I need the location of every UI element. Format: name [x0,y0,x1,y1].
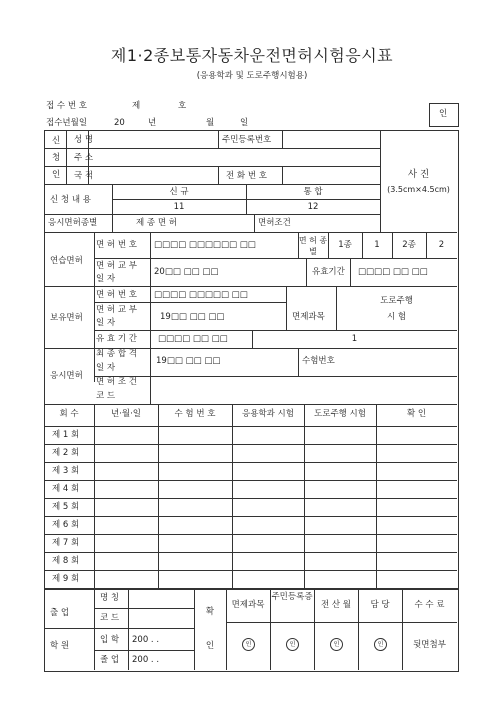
fee-note: 뒷면첨부 [413,640,446,650]
attempt-row-line [44,534,457,535]
academy-label-1: 출 업 [50,608,70,618]
pass-date-label-2: 일 자 [96,363,116,373]
conditions-label: 면허조건 [258,218,291,228]
academy-confirm-1: 확 [205,607,215,617]
learner-license-kind-label: 면 허 종 별 [298,236,328,256]
learner-license-no-label: 면 허 번 호 [96,240,137,250]
license-type-value: 제 종 면 허 [136,218,177,228]
academy-finish-value: 200 . . [132,655,160,665]
road-test-num: 1 [351,334,358,344]
held-issue-value: 19□□ □□ □□ [160,312,225,322]
photo-label: 사 진 [407,169,430,180]
road-test-label-1: 도로주행 [380,296,413,306]
attempts-header-road: 도로주행 시험 [314,409,366,419]
page-title: 제1·2종보통자동차운전면허시험응시표 [110,46,394,65]
applicant-group-3: 인 [52,170,61,180]
academy-enter-value: 200 . . [132,635,160,645]
page-subtitle: (응용학과 및 도로주행시험용) [196,71,308,81]
attempt-row-label: 제 4 회 [52,484,80,494]
attempt-row-line [44,480,457,481]
seal-mark-exempt: 인 [242,638,255,651]
learner-issue-label-1: 면 허 교 부 [96,261,137,271]
exam-no-label: 수험번호 [302,356,335,366]
integrated-label: 통 합 [303,187,323,197]
academy-label-2: 학 원 [50,641,70,651]
seal-label: 인 [439,109,448,119]
held-license-no-value: □□□□ □□□□□ □□ [154,290,248,300]
seal-mark-computer: 인 [330,638,343,651]
attempts-header-exam-no: 수 험 번 호 [174,409,216,419]
held-valid-label: 유 효 기 간 [96,334,137,344]
learner-kind1: 1종 [338,240,352,250]
address-label: 주 소 [74,153,94,163]
learner-kind1-num: 1 [374,240,380,250]
attempts-header-date: 년·월·일 [110,409,142,419]
receipt-date-il: 일 [240,118,249,128]
phone-label: 전 화 번 호 [226,171,267,181]
learner-kind2-num: 2 [438,240,445,250]
attempt-row-label: 제 1 회 [52,430,80,440]
attempt-row-line [44,462,457,463]
attempt-row-line [44,498,457,499]
attempt-row-line [44,570,457,571]
attempts-header-count: 회 수 [59,409,79,419]
exam-label: 응시면허 [50,371,83,381]
attempt-row-line [44,552,457,553]
receipt-no-label: 접 수 번 호 [46,101,87,111]
receipt-date-wol: 월 [206,118,215,128]
academy-col-staff: 담 당 [370,600,390,610]
academy-code-label: 코 드 [100,613,120,623]
new-number: 11 [173,202,185,212]
content-label: 신 청 내 용 [50,195,91,205]
receipt-date-label: 접수년월일 [46,118,88,128]
new-label: 신 규 [169,187,189,197]
pass-date-value: 19□□ □□ □□ [156,356,221,366]
academy-name-label: 명 칭 [100,593,120,603]
name-label: 성 명 [74,135,94,145]
applicant-group-2: 청 [52,153,61,163]
attempt-row-label: 제 6 회 [52,520,80,530]
academy-finish-label: 졸 업 [100,655,120,665]
academy-col-computer: 전 산 월 [320,600,352,610]
held-issue-label-1: 면 허 교 부 [96,305,137,315]
receipt-date-year: 20 [114,118,125,128]
photo-size: (3.5cm×4.5cm) [387,185,450,194]
learner-valid-label: 유효기간 [312,267,345,277]
learner-kind2: 2종 [402,240,416,250]
academy-col-resident: 주민등록증 [271,592,313,602]
held-exempt-label: 면제과목 [292,312,325,322]
attempt-row-label: 제 2 회 [52,448,80,458]
cond-code-label-1: 면 허 조 건 [96,377,137,387]
integrated-number: 12 [307,202,319,212]
attempt-row-label: 제 9 회 [52,574,80,584]
attempt-row-label: 제 3 회 [52,466,80,476]
learner-issue-label-2: 일 자 [96,274,116,284]
pass-date-label-1: 최 종 합 격 [96,349,137,359]
receipt-date-nyeon: 년 [148,118,157,128]
seal-mark-resident: 인 [286,638,299,651]
attempts-header-confirm: 확 인 [406,409,427,419]
held-license-no-label: 면 허 번 호 [96,290,137,300]
academy-col-exempt: 면제과목 [231,600,265,610]
seal-mark-staff: 인 [374,638,387,651]
academy-col-fee: 수 수 료 [414,600,445,610]
learner-issue-value: 20□□ □□ □□ [154,267,219,277]
attempt-row-line [44,444,457,445]
held-label: 보유면허 [50,313,83,323]
learner-label: 연습면허 [50,256,83,266]
license-type-label: 응시면허종별 [48,218,98,228]
receipt-no-ho: 호 [178,101,187,111]
road-test-label-2: 시 험 [386,312,407,322]
academy-confirm-2: 인 [205,641,215,651]
academy-enter-label: 입 학 [100,635,120,645]
attempt-row-label: 제 8 회 [52,556,80,566]
learner-valid-value: □□□□ □□ □□ [358,267,428,277]
cond-code-label-2: 코 드 [96,391,116,401]
attempt-row-label: 제 7 회 [52,538,80,548]
attempt-row-line [44,516,457,517]
held-issue-label-2: 일 자 [96,318,116,328]
receipt-no-je: 제 [132,101,141,111]
attempts-header-applied: 응용학과 시험 [242,409,294,419]
held-valid-value: □□□□ □□ □□ [158,334,228,344]
applicant-group-1: 신 [52,136,61,146]
attempt-row-label: 제 5 회 [52,502,80,512]
learner-license-no-value: □□□□ □□□□□□ □□ [154,240,256,250]
nationality-label: 국 적 [74,171,94,181]
resident-no-label: 주민등록번호 [222,135,272,145]
